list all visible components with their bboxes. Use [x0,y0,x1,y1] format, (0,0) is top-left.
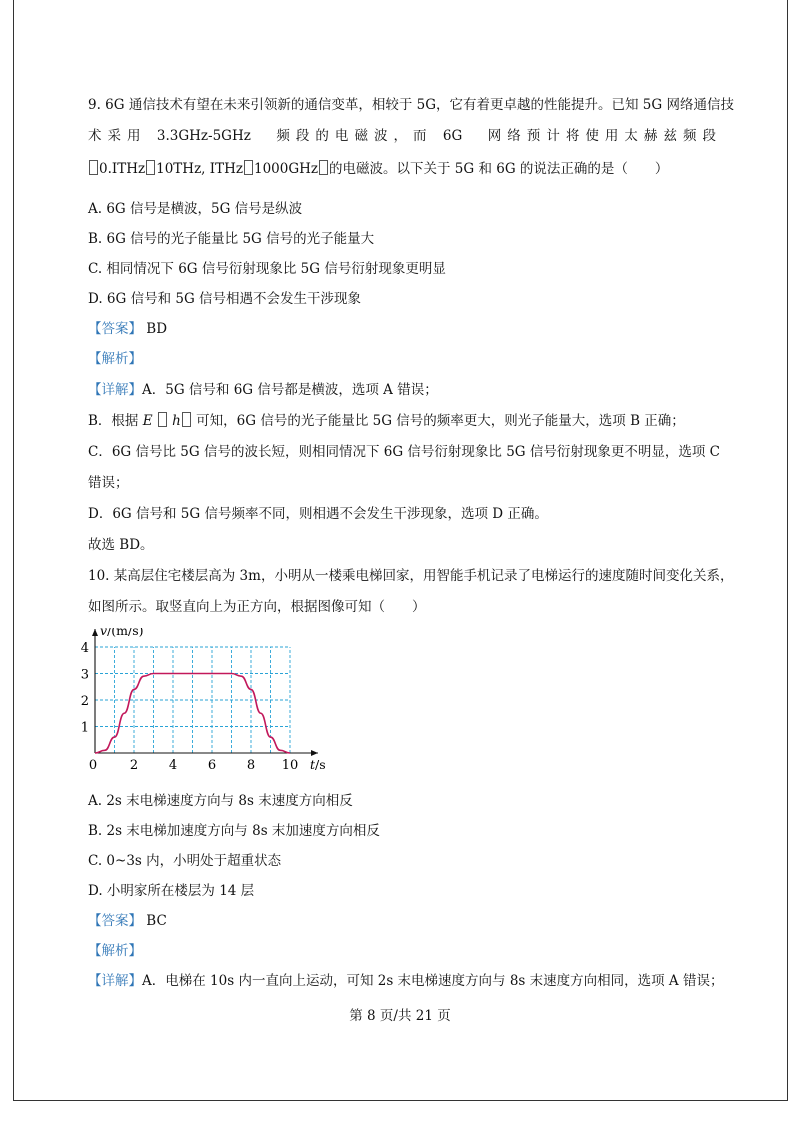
q10-stem-line1: 10. 某高层住宅楼层高为 3m，小明从一楼乘电梯回家，用智能手机记录了电梯运行的速度随时间变化关系， [88,568,734,584]
missing-glyph-icon [146,160,155,175]
q9-stem-line2: 术采用 3.3GHz-5GHz 频段的电磁波，而 6G 网络预计将使用太赫兹频段 [88,128,716,144]
x-tick-label: 4 [168,758,178,773]
y-axis-label: v/(m/s) [100,628,144,638]
missing-glyph-icon [319,160,328,175]
q9-answer [88,320,167,338]
q9-option-c: C. 相同情况下 6G 信号衍射现象比 5G 信号衍射现象更明显 [88,261,446,277]
q10-answer [88,912,167,930]
x-tick-label: 8 [246,758,256,773]
q9-option-b: B. 6G 信号的光子能量比 5G 信号的光子能量大 [88,231,375,247]
answer-value: BD [146,321,168,337]
x-tick-label: 0 [88,758,98,773]
q10-stem-line2: 如图所示。取竖直向上为正方向，根据图像可知（ ） [88,599,426,615]
q10-option-d: D. 小明家所在楼层为 14 层 [88,883,255,899]
y-tick-label: 4 [80,641,89,656]
detail-label: 【详解】 [88,382,142,398]
detail-label: 【详解】 [88,973,142,989]
y-axis-arrow-icon [92,629,98,636]
q10-option-c: C. 0~3s 内，小明处于超重状态 [88,853,282,869]
q9-detail-c-line1: C．6G 信号比 5G 信号的波长短，则相同情况下 6G 信号衍射现象比 5G 信号衍射现象更不明显，选项 C [88,444,720,460]
q10-detail-a: 【详解】A．电梯在 10s 内一直向上运动，可知 2s 末电梯速度方向与 8s 末速度方向相同，选项 A 错误； [88,973,724,989]
chart-svg [80,628,340,778]
answer-value: BC [146,913,167,929]
q9-stem-line3 [88,160,668,178]
q9-option-a: A. 6G 信号是横波，5G 信号是纵波 [88,201,303,217]
x-axis-label: t/s [310,757,326,772]
x-tick-label: 10 [281,758,299,773]
q9-freq-mid: 10THz, ITHz [156,161,243,177]
q9-detail-d: D．6G 信号和 5G 信号频率不同，则相遇不会发生干涉现象，选项 D 正确。 [88,506,548,522]
q9-conclusion: 故选 BD。 [88,537,154,553]
q9-stem-tail: 的电磁波。以下关于 5G 和 6G 的说法正确的是（ ） [329,161,669,177]
x-tick-label: 2 [129,758,139,773]
q9-option-d: D. 6G 信号和 5G 信号相遇不会发生干涉现象 [88,291,362,307]
missing-glyph-icon [158,412,167,427]
y-tick-label: 1 [80,720,89,736]
velocity-time-chart [80,628,340,782]
answer-label: 【答案】 [88,321,142,337]
q9-detail-b: B．根据 E h 可知，6G 信号的光子能量比 5G 信号的频率更大，则光子能量大，选项 B 正确； [88,413,685,429]
q9-analysis-label: 【解析】 [88,351,142,367]
missing-glyph-icon [244,160,253,175]
y-tick-label: 2 [80,694,89,709]
q9-stem-line1: 9. 6G 通信技术有望在未来引领新的通信变革，相较于 5G，它有着更卓越的性能提升。已知 5G 网络通信技 [88,97,734,113]
x-axis-arrow-icon [311,750,318,756]
q9-detail-a: 【详解】A．5G 信号和 6G 信号都是横波，选项 A 错误； [88,382,438,398]
q10-analysis-label: 【解析】 [88,943,142,959]
x-tick-label: 6 [207,758,217,773]
page-footer: 第 8 页/共 21 页 [349,1008,451,1024]
q9-freq-high: 1000GHz [253,161,319,177]
q9-detail-c-line2: 错误； [88,475,129,491]
q9-freq-low: 0.ITHz [99,161,146,177]
q10-option-a: A. 2s 末电梯速度方向与 8s 末速度方向相反 [88,793,353,809]
missing-glyph-icon [182,412,191,427]
missing-glyph-icon [89,160,98,175]
q10-option-b: B. 2s 末电梯加速度方向与 8s 末加速度方向相反 [88,823,380,839]
y-tick-label: 3 [80,667,89,683]
answer-label: 【答案】 [88,913,142,929]
